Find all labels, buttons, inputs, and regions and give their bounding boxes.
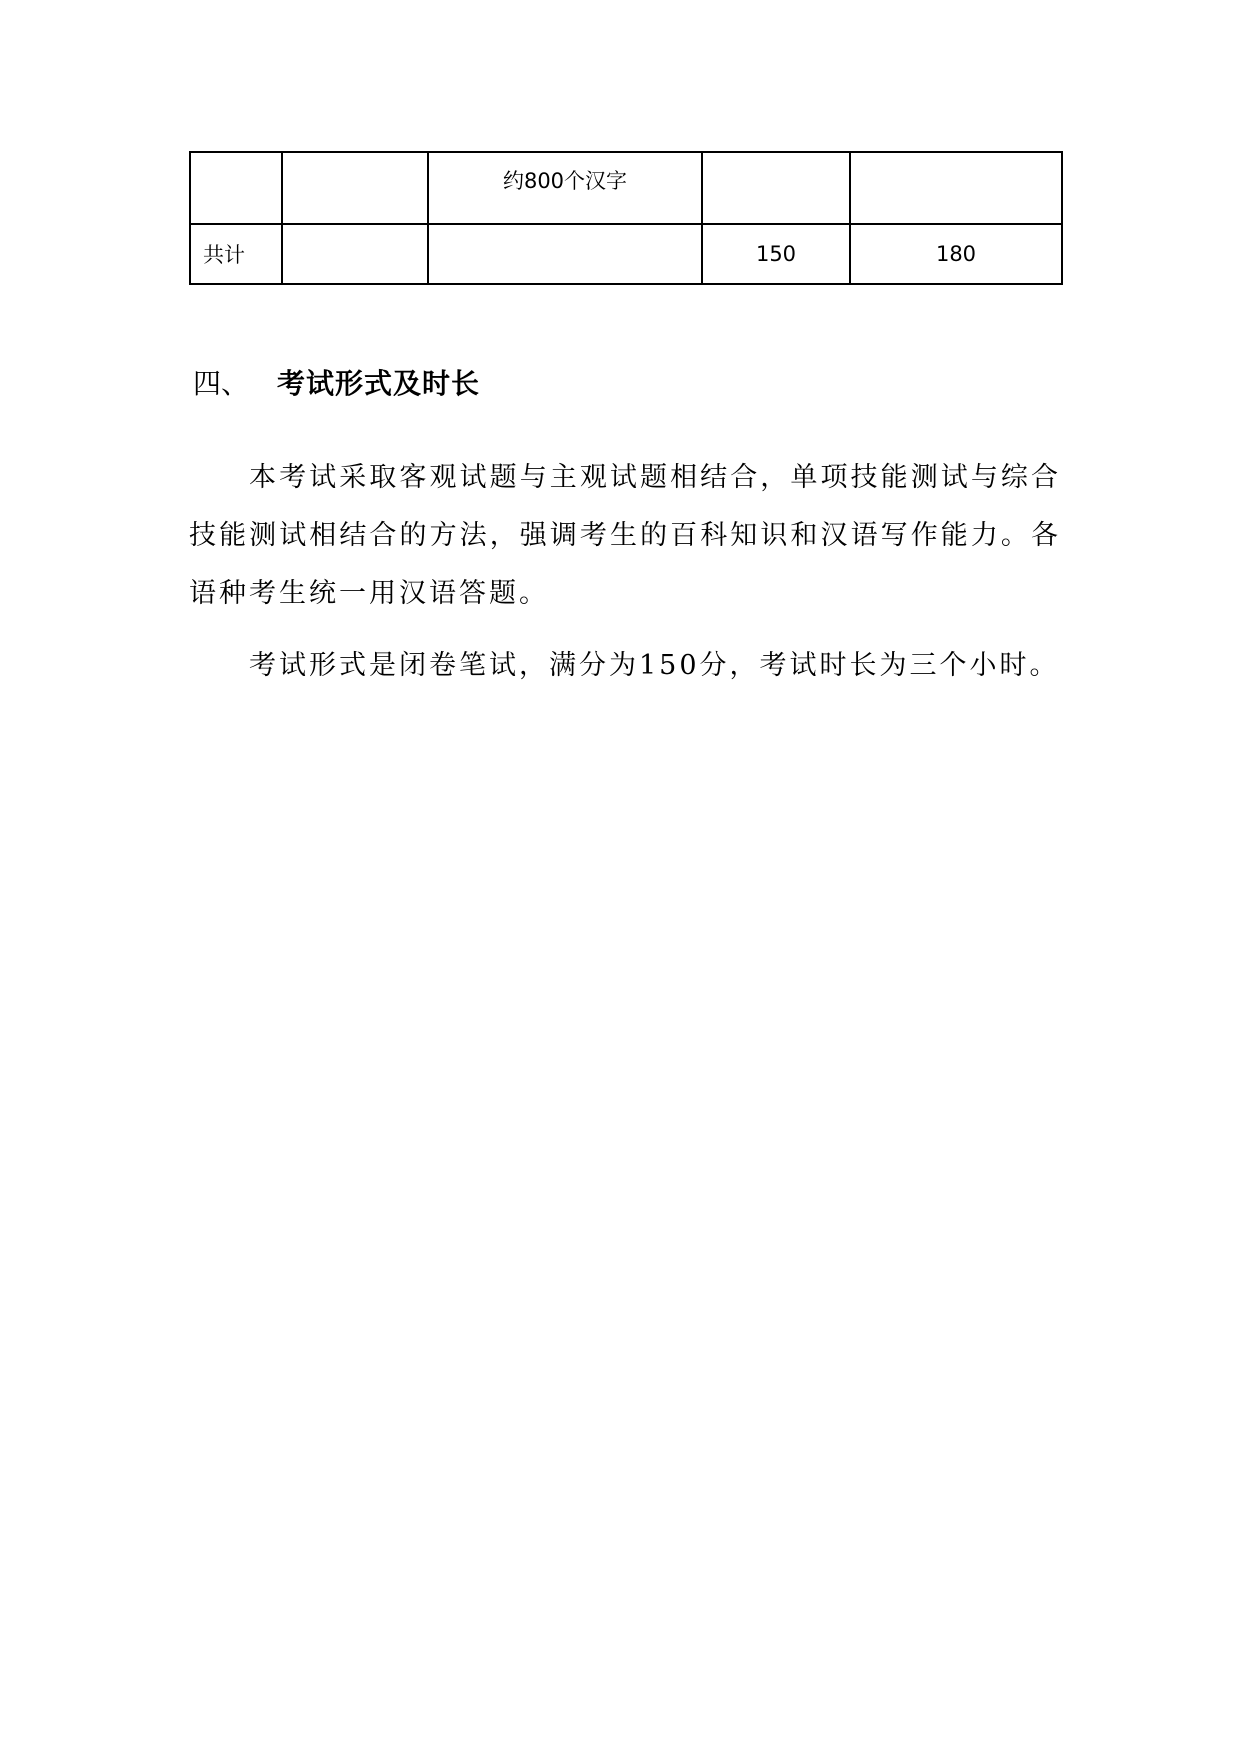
section-title: 考试形式及时长 bbox=[277, 367, 481, 400]
total-score: 150 bbox=[755, 242, 797, 266]
table-cell bbox=[190, 152, 282, 224]
section-heading bbox=[193, 366, 480, 402]
total-label: 共计 bbox=[203, 243, 245, 267]
section-number: 四、 bbox=[193, 367, 250, 400]
table-cell bbox=[702, 152, 850, 224]
table-cell bbox=[282, 224, 428, 284]
table-cell bbox=[428, 152, 702, 224]
table-cell bbox=[850, 152, 1062, 224]
table-cell bbox=[190, 224, 282, 284]
table-cell bbox=[428, 224, 702, 284]
table-row bbox=[190, 152, 1062, 224]
table-cell bbox=[702, 224, 850, 284]
word-count-text: 约800个汉字 bbox=[502, 169, 628, 193]
paragraph-exam-method: 本考试采取客观试题与主观试题相结合，单项技能测试与综合技能测试相结合的方法，强调考生的百科知识和汉语写作能力。各语种考生统一用汉语答题。 bbox=[189, 462, 1061, 609]
table-cell bbox=[850, 224, 1062, 284]
table-cell bbox=[282, 152, 428, 224]
table-row bbox=[190, 224, 1062, 284]
paragraph-exam-format: 考试形式是闭卷笔试，满分为150分，考试时长为三个小时。 bbox=[249, 650, 1060, 681]
total-time: 180 bbox=[935, 242, 977, 266]
score-table bbox=[189, 151, 1063, 285]
